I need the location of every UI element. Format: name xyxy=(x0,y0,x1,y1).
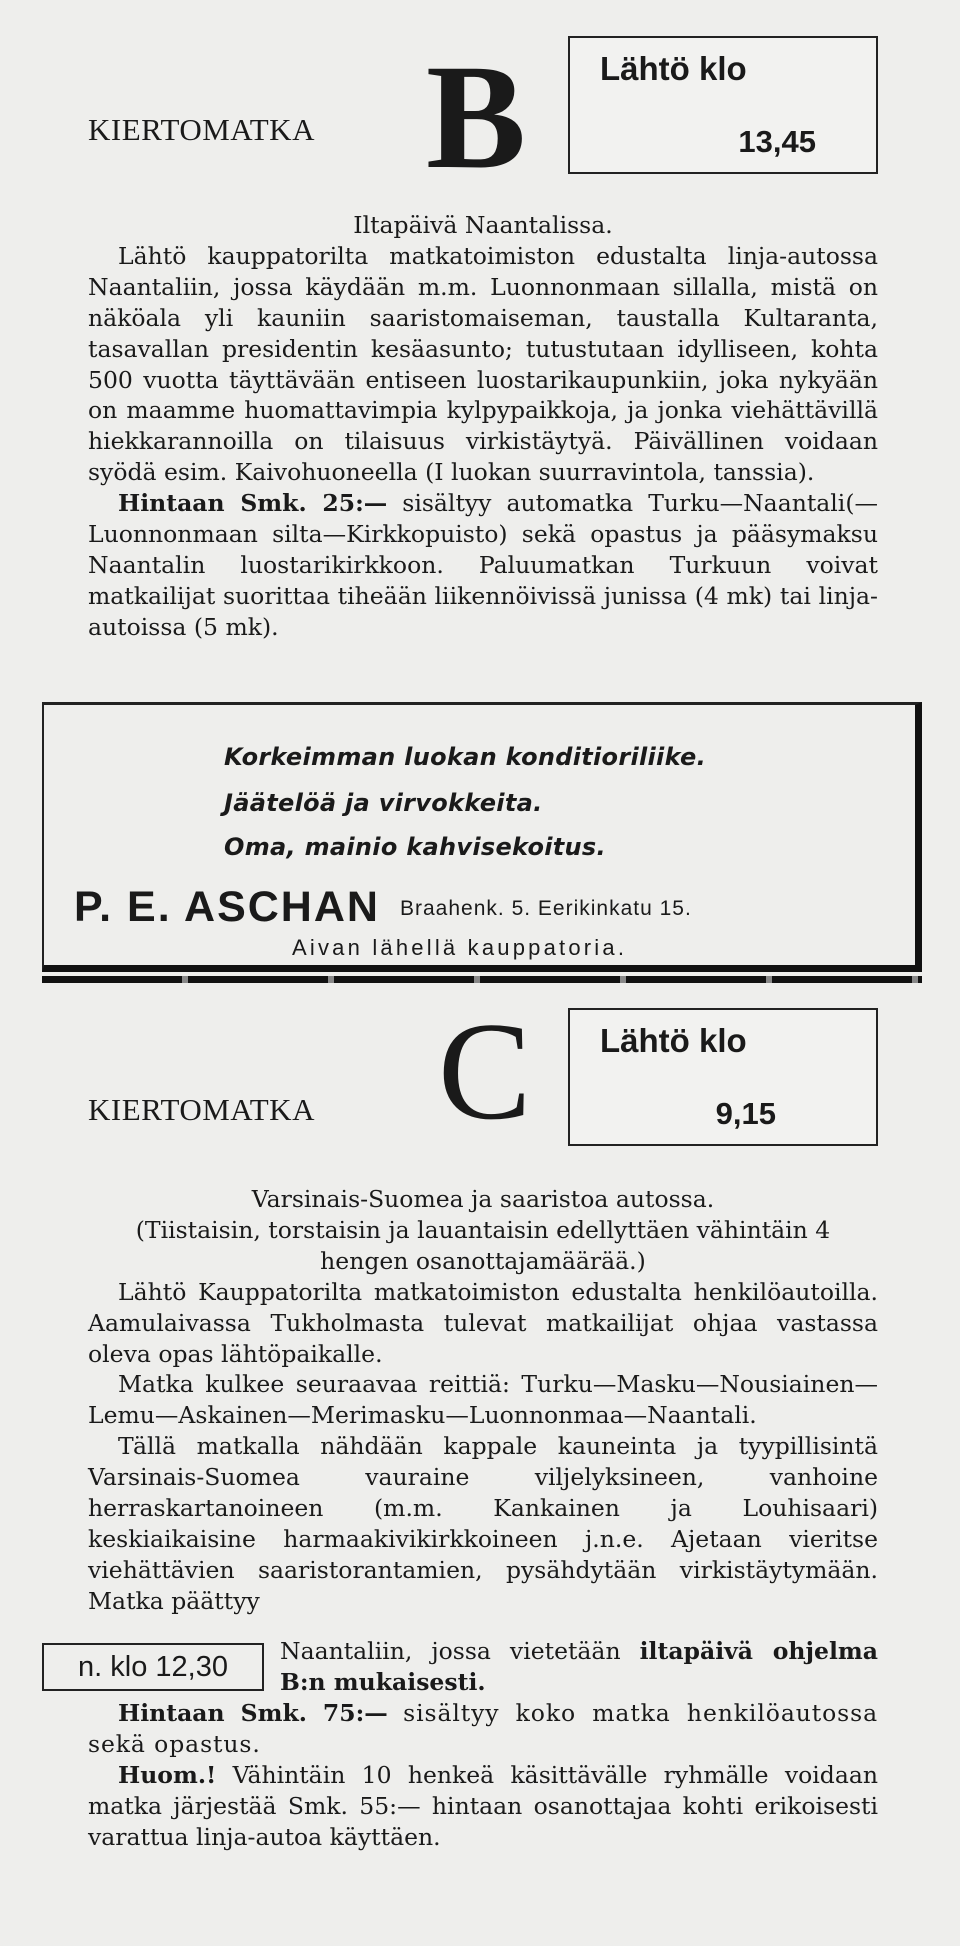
tour-c-text xyxy=(88,1184,878,1617)
ad-address: Braahenk. 5. Eerikinkatu 15. xyxy=(400,897,692,920)
tour-c-paragraph-sights: Tällä matkalla nähdään kappale kauneinta ja tyypillisintä Varsinais-Suomea vauraine viljelyksineen, vanhoine herraskartanoineen (m.m. Kankainen ja Louhisaari) keskiaikaisine harmaakivikirkkoineen j.n.e. Ajetaan vieritse viehättävien saaristorantamien, pysähdytään virkistäytymään. Matka päättyy xyxy=(88,1432,878,1615)
tour-c-return-text xyxy=(280,1636,878,1698)
tour-b-description: Lähtö kauppatorilta matkatoimiston edustalta linja-autossa Naantaliin, jossa käydään m.m. Luonnonmaan sillalla, mistä on näköala yli kauniin saaristomaiseman, taustalla Kultaranta, tasavallan presidentin kesäasunto; tutustutaan idylliseen, kohta 500 vuotta täyttävään entiseen luostarikaupunkiin, joka nykyään on maamme huomattavimpia kylpypaikkoja, ja jonka viehättävillä hiekkarannoilla on tilaisuus virkistäytyä. Päivällinen voidaan syödä esim. Kaivohuoneella (I luokan suurravintola, tanssia). xyxy=(88,241,878,487)
tour-c-departure-label: Lähtö klo xyxy=(600,1022,747,1059)
tour-c-huom-label: Huom.! xyxy=(118,1760,217,1789)
tour-c-paragraph-route: Matka kulkee seuraavaa reittiä: Turku—Masku—Nousiainen—Lemu—Askainen—Merimasku—Luonnonmaa—Naantali. xyxy=(88,1370,878,1430)
tour-b-price-label: Hintaan Smk. 25:— xyxy=(118,489,388,518)
ad-company-name: P. E. ASCHAN xyxy=(74,883,380,931)
ad-line-kahvi: Oma, mainio kahvisekoitus. xyxy=(224,833,606,861)
tour-c-departure-time: 9,15 xyxy=(715,1096,776,1131)
tour-c-label: KIERTOMATKA xyxy=(88,1092,315,1127)
tour-c-price-section xyxy=(88,1698,878,1853)
tour-b-header xyxy=(88,28,878,200)
tour-c-huom-text: Vähintäin 10 henkeä käsittävälle ryhmälle voidaan matka järjestää Smk. 55:— hintaan osanottajaa kohti erikoisesti varattua linja-autoa käyttäen. xyxy=(88,1760,878,1851)
tour-c-return-plain: Naantaliin, jossa vietetään xyxy=(280,1637,621,1665)
tour-c-paragraph-departure: Lähtö Kauppatorilta matkatoimiston edustalta henkilöautoilla. Aamulaivassa Tukholmasta tulevat matkailijat ohjaa vastassa oleva opas lähtöpaikalle. xyxy=(88,1277,878,1368)
tour-c-note: (Tiistaisin, torstaisin ja lauantaisin edellyttäen vähintäin 4 hengen osanottajamäärää.) xyxy=(135,1215,831,1275)
tour-c-header xyxy=(88,994,878,1150)
tour-b-departure-time: 13,45 xyxy=(738,124,816,159)
tour-c-price-label: Hintaan Smk. 75:— xyxy=(118,1699,388,1727)
tour-b-departure-label: Lähtö klo xyxy=(600,50,747,87)
tour-c-heading: Varsinais-Suomea ja saaristoa autossa. xyxy=(251,1185,715,1213)
tour-c-price-paragraph xyxy=(88,1698,878,1760)
ad-line-konditoria: Korkeimman luokan konditioriliike. xyxy=(224,743,706,771)
tour-c-return-box: n. klo 12,30 xyxy=(42,1643,264,1691)
tour-b-text xyxy=(88,210,878,643)
ad-line-jaatelo: Jäätelöä ja virvokkeita. xyxy=(224,789,543,817)
tour-c-price-text: sisältyy koko matka henkilöautossa sekä opastus. xyxy=(88,1699,878,1758)
tour-b-departure-box xyxy=(568,36,878,174)
ad-divider-rule xyxy=(42,976,922,983)
tour-b-letter: B xyxy=(426,34,527,200)
tour-b-label: KIERTOMATKA xyxy=(88,112,315,147)
tour-c-return-bold: iltapäivä ohjelma B:n mukaisesti. xyxy=(280,1637,878,1696)
tour-b-heading: Iltapäivä Naantalissa. xyxy=(353,211,613,239)
tour-c-letter: C xyxy=(438,994,532,1149)
tour-c-huom-paragraph xyxy=(88,1760,878,1853)
tour-b-price-paragraph xyxy=(88,488,878,643)
tour-c-departure-box xyxy=(568,1008,878,1146)
tour-b-price-text: sisältyy automatka Turku—Naantali(—Luonnonmaan silta—Kirkkopuisto) sekä opastus ja pääsymaksu Naantalin luostarikirkkoon. Paluumatkan Turkuun voivat matkailijat suorittaa tiheään liikennöivissä junissa (4 mk) tai linja-autoissa (5 mk). xyxy=(88,489,878,641)
aschan-advertisement xyxy=(42,702,922,972)
ad-location-note: Aivan lähellä kauppatoria. xyxy=(292,935,628,960)
